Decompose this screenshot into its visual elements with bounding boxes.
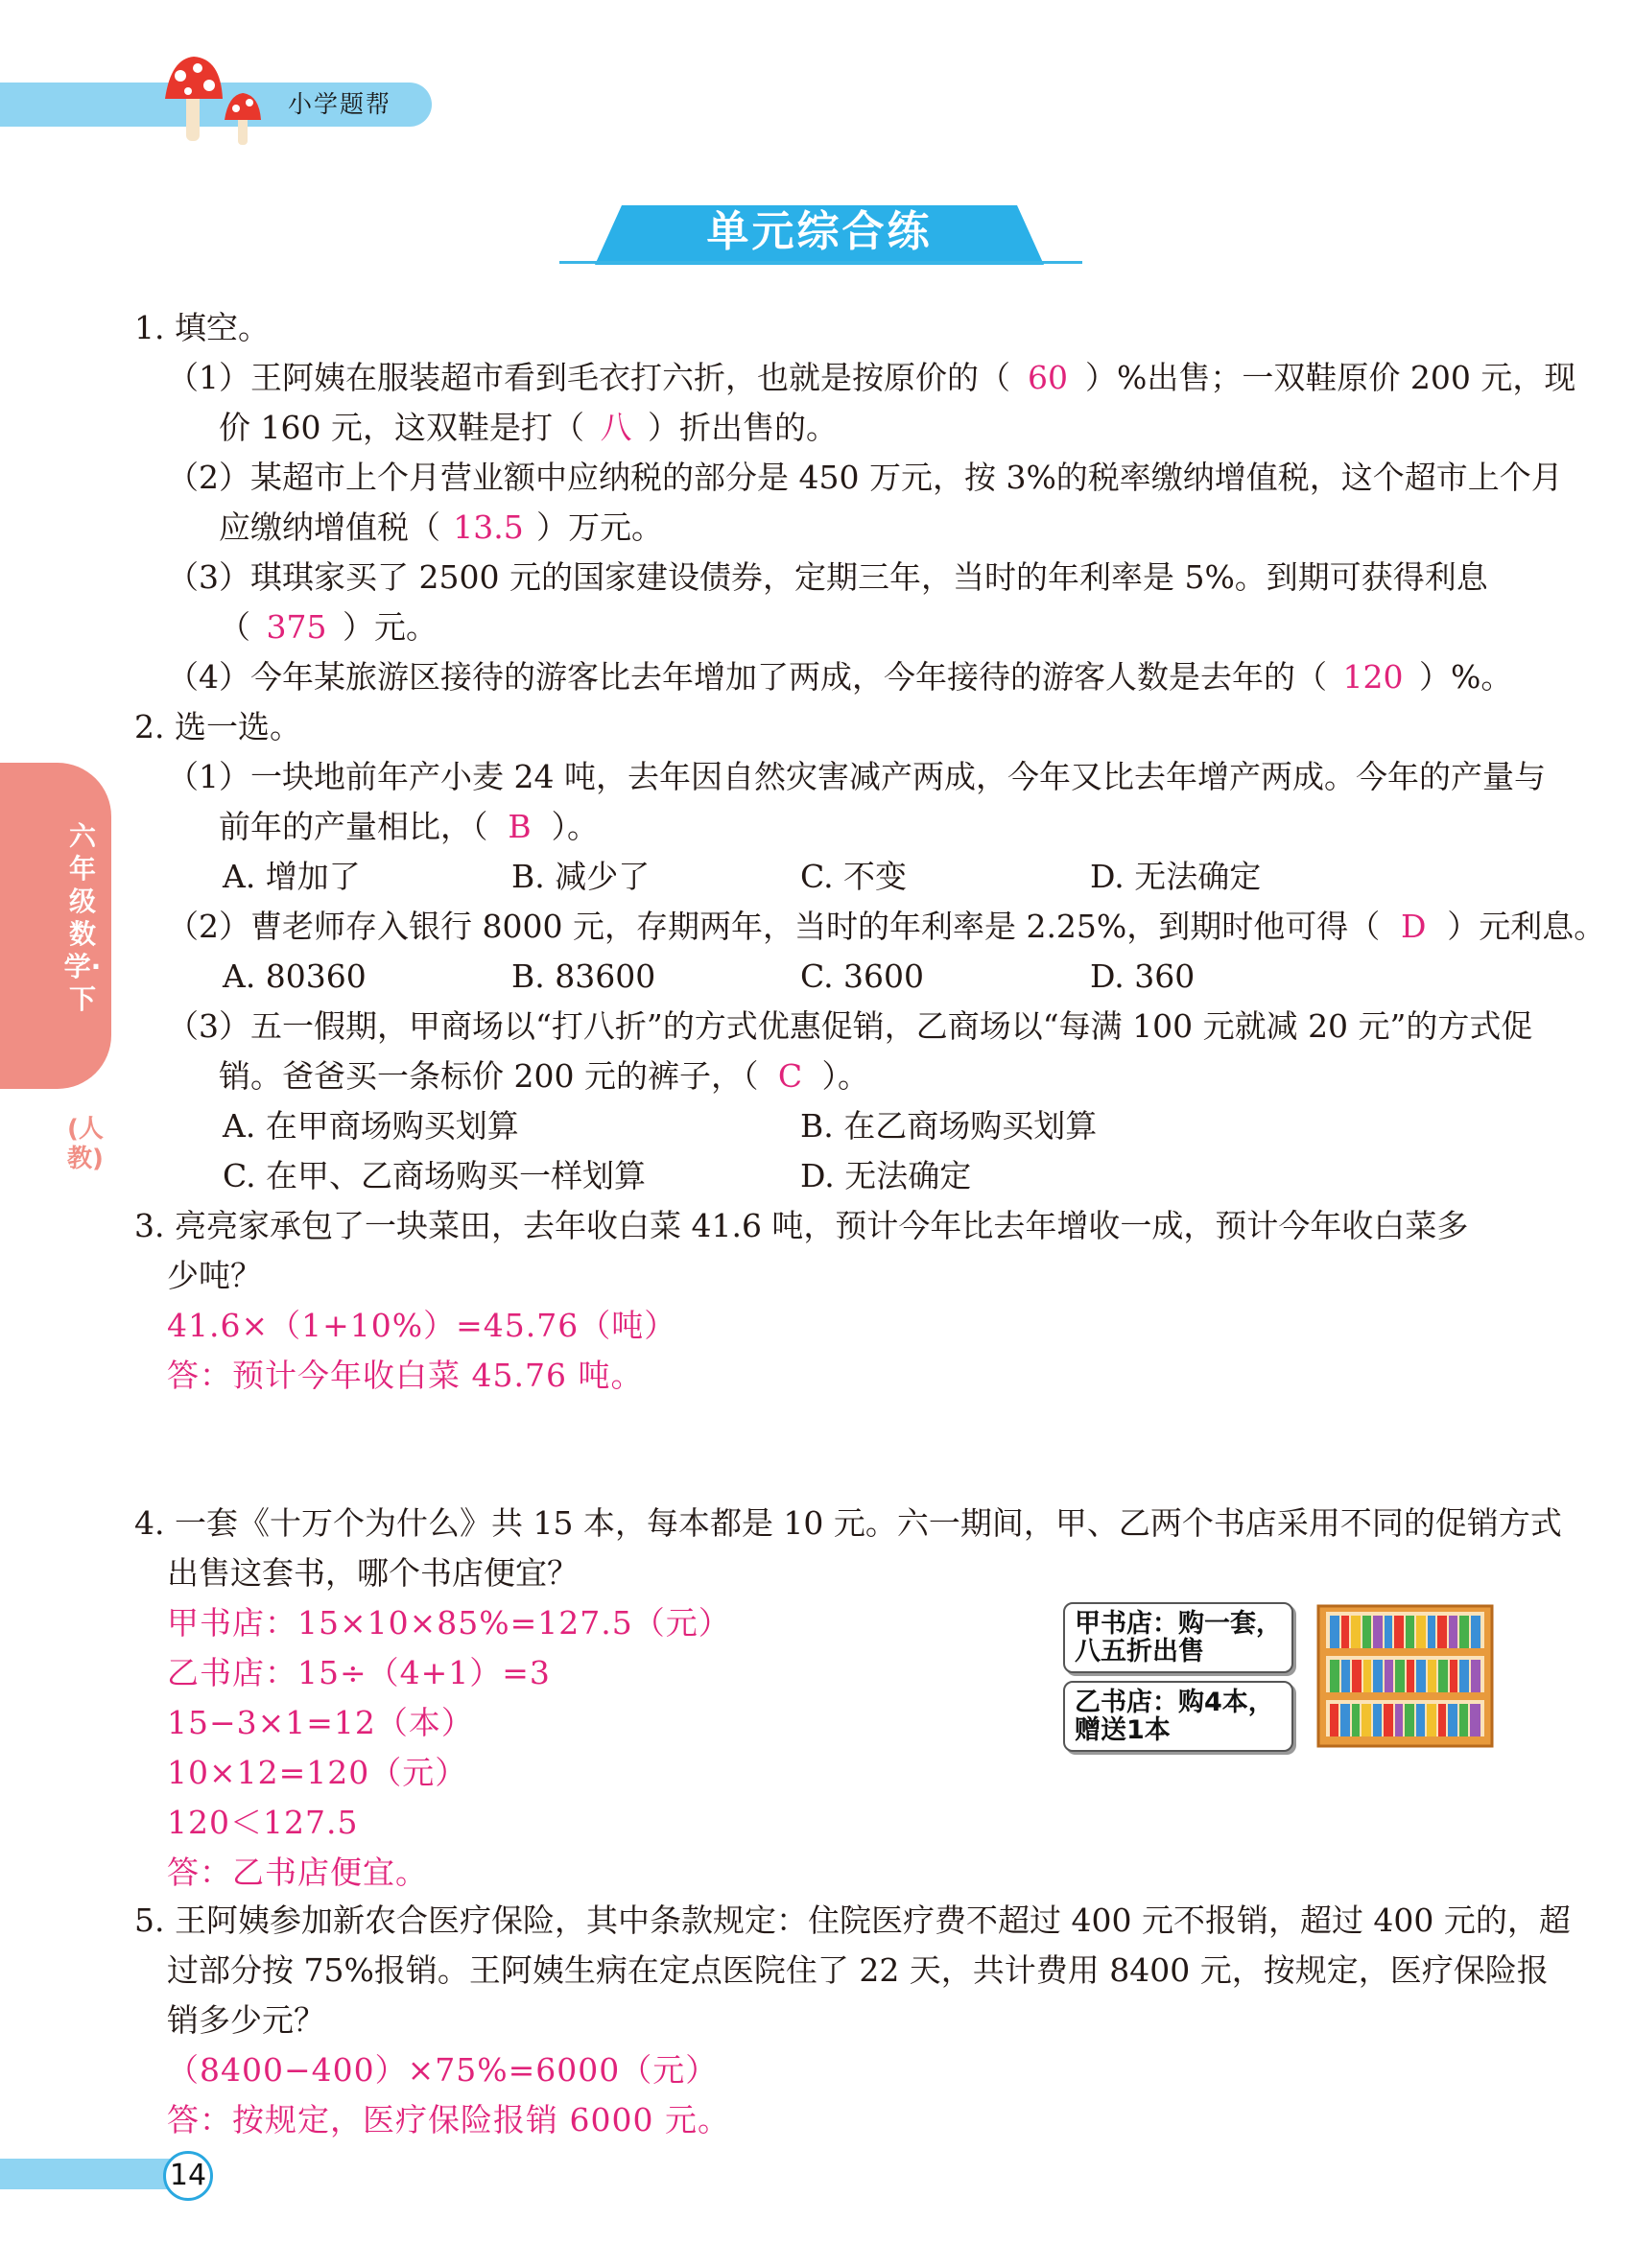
mushroom-logo-icon bbox=[161, 53, 286, 149]
q4-line1: 4. 一套《十万个为什么》共 15 本，每本都是 10 元。六一期间，甲、乙两个书店采用不同的促销方式 bbox=[134, 1504, 1562, 1542]
q3-work-line1: 41.6×（1+10%）=45.76（吨） bbox=[167, 1307, 677, 1344]
q2-p3-line2: 销。爸爸买一条标价 200 元的裤子，（ C ）。 bbox=[219, 1055, 869, 1098]
q2-title: 2. 选一选。 bbox=[134, 708, 301, 745]
q1-p3-answer: 375 bbox=[266, 608, 327, 646]
q2-p1-answer: B bbox=[508, 808, 532, 845]
q5-line2: 过部分按 75%报销。王阿姨生病在定点医院住了 22 天，共计费用 8400 元，按规定，医疗保险报 bbox=[167, 1951, 1549, 1989]
q4-work-line4: 10×12=120（元） bbox=[167, 1754, 468, 1791]
q1-p2-line1: （2）某超市上个月营业额中应纳税的部分是 450 万元，按 3%的税率缴纳增值税，这个超市上个月 bbox=[167, 459, 1563, 496]
q1-p3-line2: （ 375 ）元。 bbox=[219, 606, 438, 649]
bookshelf-icon bbox=[1316, 1604, 1494, 1748]
side-tab-edition-label: (人教) bbox=[67, 1115, 104, 1173]
q3-line1: 3. 亮亮家承包了一块菜田，去年收白菜 41.6 吨，预计今年比去年增收一成，预计今年收白菜多 bbox=[134, 1207, 1469, 1244]
q2-p3-option-d: D. 无法确定 bbox=[800, 1157, 972, 1194]
q3-work-answer: 答：预计今年收白菜 45.76 吨。 bbox=[167, 1357, 644, 1394]
q1-p1-line1: （1）王阿姨在服装超市看到毛衣打六折，也就是按原价的（ 60 ）%出售；一双鞋原价 200 元，现 bbox=[167, 357, 1575, 399]
q1-p2-line2: 应缴纳增值税（ 13.5 ）万元。 bbox=[219, 507, 663, 549]
q2-p1-option-c: C. 不变 bbox=[800, 858, 908, 895]
page-number: 14 bbox=[163, 2151, 213, 2201]
promo-shop-b bbox=[1063, 1681, 1293, 1752]
q5-line1: 5. 王阿姨参加新农合医疗保险，其中条款规定：住院医疗费不超过 400 元不报销，超过 400 元的，超 bbox=[134, 1902, 1571, 1939]
q2-p1-option-b: B. 减少了 bbox=[511, 858, 651, 895]
section-title: 单元综合练 bbox=[706, 207, 933, 256]
q3-line2: 少吨？ bbox=[167, 1257, 262, 1294]
promo-shop-a-line1: 甲书店：购一套， bbox=[1075, 1609, 1282, 1639]
q2-p3-option-a: A. 在甲商场购买划算 bbox=[223, 1107, 519, 1145]
q2-p2-option-a: A. 80360 bbox=[223, 957, 367, 995]
q2-p1-line1: （1）一块地前年产小麦 24 吨，去年因自然灾害减产两成，今年又比去年增产两成。今年的产量与 bbox=[167, 758, 1546, 795]
promo-shop-b-line1: 乙书店：购4本， bbox=[1075, 1688, 1274, 1717]
q2-p1-line2: 前年的产量相比，（ B ）。 bbox=[219, 806, 599, 848]
q4-work-line3: 15−3×1=12（本） bbox=[167, 1704, 474, 1741]
q4-work-line2: 乙书店：15÷（4+1）=3 bbox=[167, 1654, 551, 1691]
q1-p1-line2: 价 160 元，这双鞋是打（ 八 ）折出售的。 bbox=[219, 407, 838, 449]
q2-p2-option-d: D. 360 bbox=[1090, 957, 1196, 995]
q5-work-answer: 答：按规定，医疗保险报销 6000 元。 bbox=[167, 2101, 730, 2138]
q4-line2: 出售这套书，哪个书店便宜？ bbox=[167, 1554, 579, 1592]
promo-shop-a-line2: 八五折出售 bbox=[1075, 1637, 1204, 1666]
q2-p2-option-b: B. 83600 bbox=[511, 957, 656, 995]
brand-name: 小学题帮 bbox=[288, 90, 392, 118]
q5-line3: 销多少元？ bbox=[167, 2001, 325, 2039]
q4-work-line1: 甲书店：15×10×85%=127.5（元） bbox=[167, 1604, 731, 1642]
q5-work-line1: （8400−400）×75%=6000（元） bbox=[167, 2051, 719, 2089]
q4-work-line5: 120＜127.5 bbox=[167, 1804, 359, 1841]
q2-p3-line1: （3）五一假期，甲商场以“打八折”的方式优惠促销，乙商场以“每满 100 元就减 20 元”的方式促 bbox=[167, 1007, 1533, 1045]
q1-p3-line1: （3）琪琪家买了 2500 元的国家建设债券，定期三年，当时的年利率是 5%。到期可获得利息 bbox=[167, 558, 1488, 596]
q2-p3-option-c: C. 在甲、乙商场购买一样划算 bbox=[223, 1157, 647, 1194]
q2-p2-line1: （2）曹老师存入银行 8000 元，存期两年，当时的年利率是 2.25%，到期时他可得（ D ）元利息。 bbox=[167, 906, 1605, 948]
q2-p2-option-c: C. 3600 bbox=[800, 957, 925, 995]
title-underline bbox=[559, 261, 1082, 264]
q2-p1-option-d: D. 无法确定 bbox=[1090, 858, 1262, 895]
q2-p3-option-b: B. 在乙商场购买划算 bbox=[800, 1107, 1098, 1145]
q1-p1-answer1: 60 bbox=[1028, 359, 1068, 396]
promo-shop-a bbox=[1063, 1602, 1293, 1673]
side-tab-grade-label: 六年级数学·下 bbox=[63, 820, 102, 1015]
q2-p2-answer: D bbox=[1401, 908, 1427, 945]
promo-shop-b-line2: 赠送1本 bbox=[1075, 1715, 1171, 1745]
q1-p4-answer: 120 bbox=[1342, 658, 1404, 696]
q4-work-answer: 答：乙书店便宜。 bbox=[167, 1854, 428, 1891]
q1-title: 1. 填空。 bbox=[134, 309, 270, 346]
q1-p2-answer: 13.5 bbox=[453, 508, 524, 546]
q2-p1-option-a: A. 增加了 bbox=[223, 858, 361, 895]
q1-p1-answer2: 八 bbox=[600, 409, 632, 446]
q1-p4-line1: （4）今年某旅游区接待的游客比去年增加了两成，今年接待的游客人数是去年的（ 120 ）%。 bbox=[167, 656, 1512, 698]
q2-p3-answer: C bbox=[777, 1057, 803, 1095]
